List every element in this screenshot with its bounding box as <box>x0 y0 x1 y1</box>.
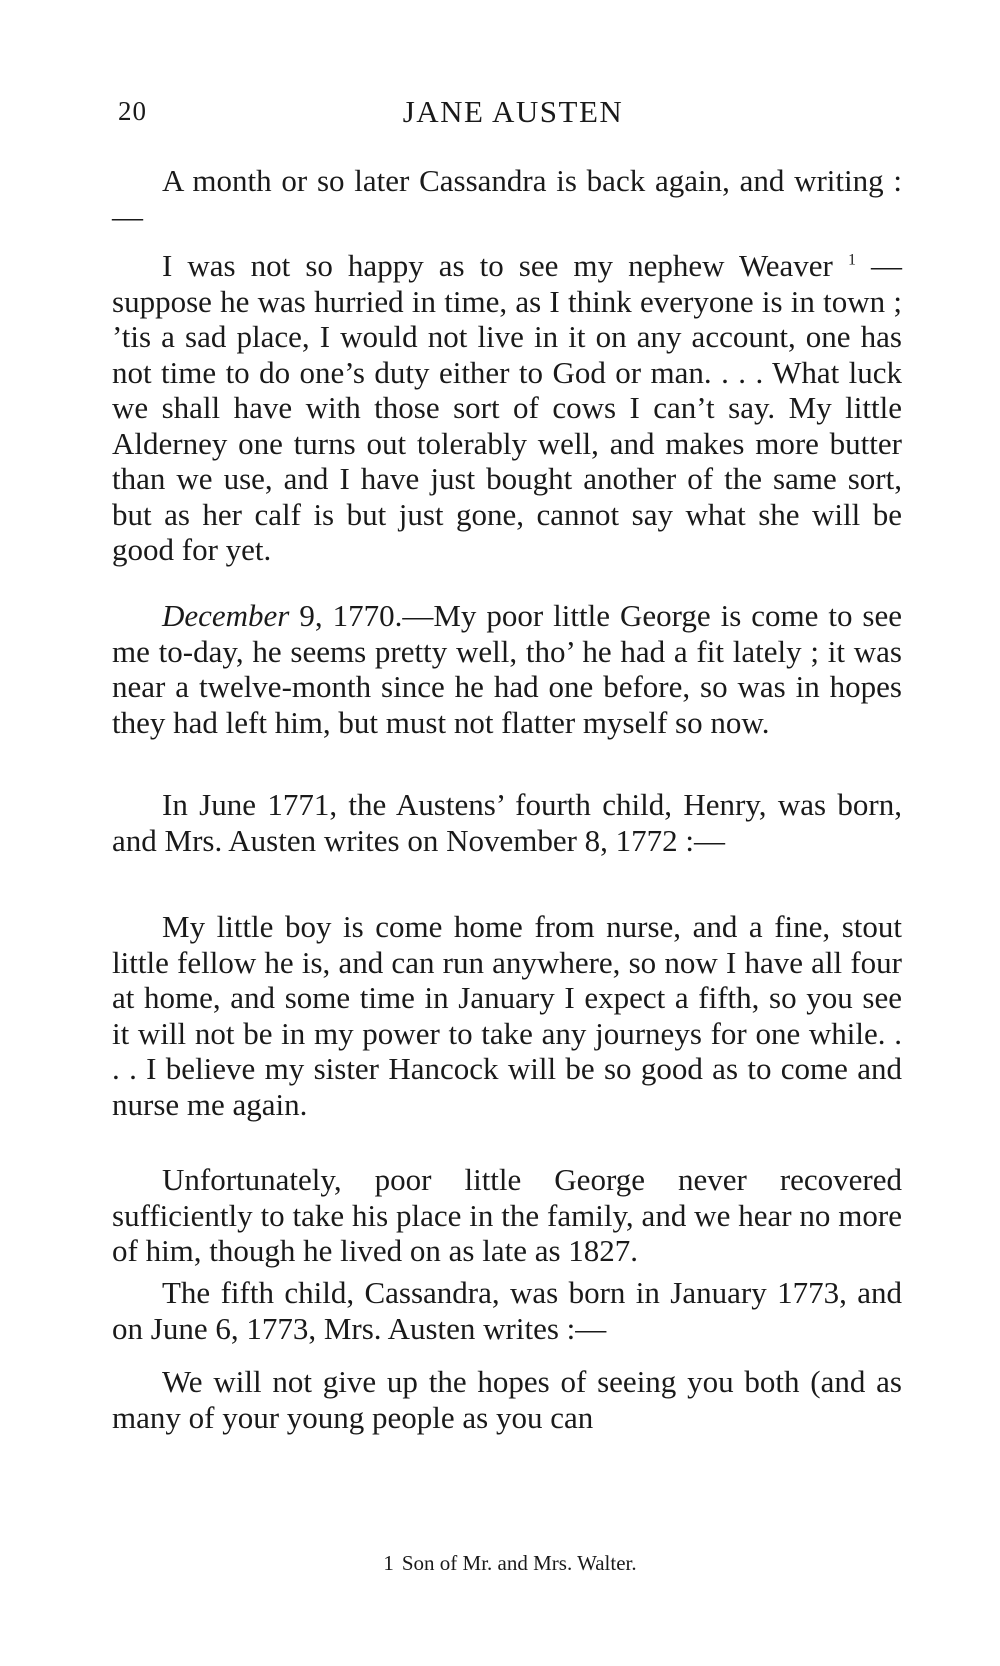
paragraph-george <box>112 1162 902 1269</box>
paragraph-henry <box>112 787 902 858</box>
paragraph-text: Unfortunately, poor little George never recovered sufficiently to take his place in the family, and we hear no more of him, though he lived on as late as 1827. <box>112 1162 902 1268</box>
paragraph-text: In June 1771, the Austens’ fourth child, Henry, was born, and Mrs. Austen writes on November 8, 1772 :— <box>112 787 902 858</box>
paragraph-text: 9, 1770.—My poor little George is come to see me to-day, he seems pretty well, tho’ he had a fit lately ; it was near a twelve-month since he had one before, so was in hopes they had left him, but must not flatter myself so now. <box>112 598 902 740</box>
footnote-reference: 1 <box>847 251 856 269</box>
paragraph-text: The fifth child, Cassandra, was born in January 1773, and on June 6, 1773, Mrs. Austen writes :— <box>112 1275 902 1346</box>
letter-quote-december <box>112 598 902 740</box>
letter-quote-hopes <box>112 1364 902 1435</box>
paragraph-text: We will not give up the hopes of seeing you both (and as many of your young people as you can <box>112 1364 902 1435</box>
paragraph-text: My little boy is come home from nurse, and a fine, stout little fellow he is, and can run anywhere, so now I have all four at home, and some time in January I expect a fifth, so you see it will not be in my power to take any journeys for one while. . . . I believe my sister Hancock will be so good as to come and nurse me again. <box>112 909 902 1122</box>
paragraph-cassandra <box>112 1275 902 1346</box>
page-number: 20 <box>118 96 147 126</box>
paragraph-intro <box>112 163 902 234</box>
footnote <box>0 1551 1000 1576</box>
paragraph-text: A month or so later Cassandra is back again, and writing :— <box>112 163 902 234</box>
running-title: JANE AUSTEN <box>402 94 624 129</box>
paragraph-text: —suppose he was hurried in time, as I think everyone is in town ; ’tis a sad place, I would not live in it on any account, one has not time to do one’s duty either to God or man. . . . What luck we shall have with those sort of cows I can’t say. My little Alderney one turns out tolerably well, and makes more butter than we use, and I have just bought another of the same sort, but as her calf is but just gone, cannot say what she will be good for yet. <box>112 248 903 567</box>
letter-quote-weaver <box>112 248 902 568</box>
footnote-number: 1 <box>383 1551 394 1575</box>
running-head <box>118 96 908 136</box>
letter-quote-nurse <box>112 909 902 1122</box>
footnote-text: Son of Mr. and Mrs. Walter. <box>401 1551 637 1575</box>
paragraph-text: I was not so happy as to see my nephew Weaver <box>162 248 848 283</box>
date-italic: December <box>162 598 290 633</box>
